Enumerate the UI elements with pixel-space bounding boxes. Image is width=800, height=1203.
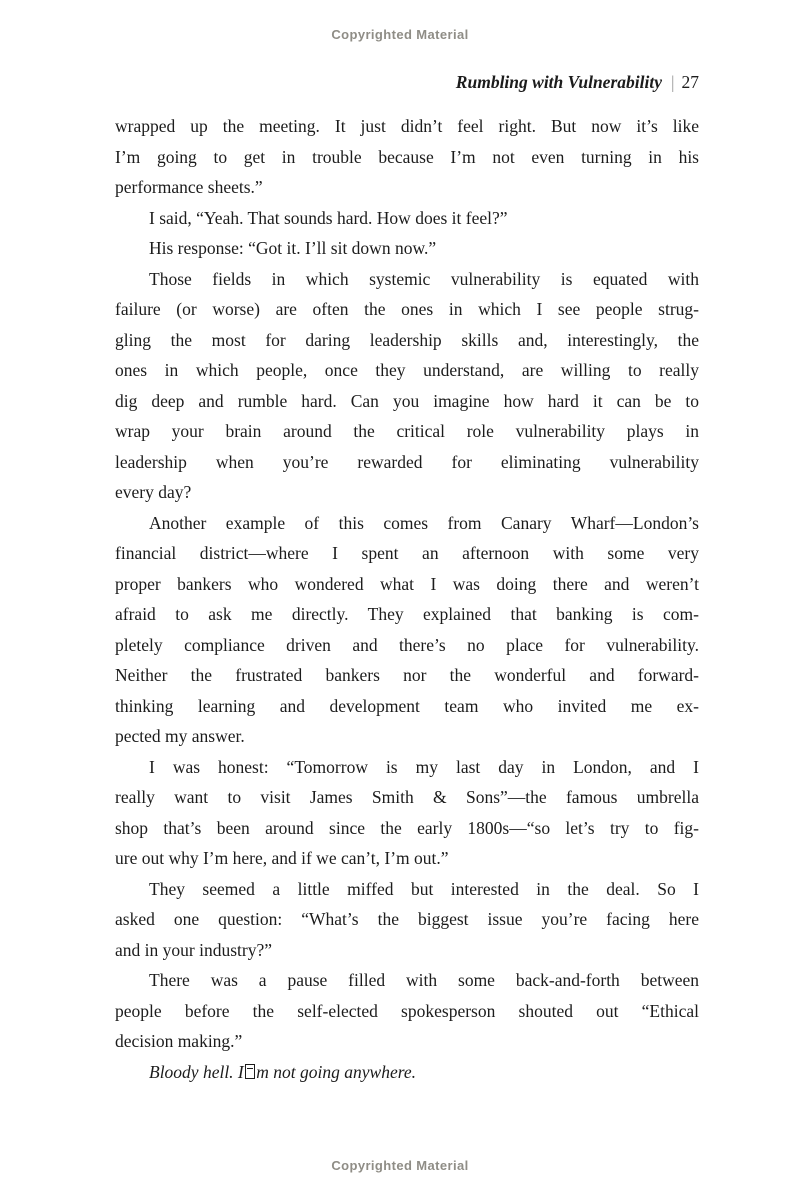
text-line: gling the most for daring leadership skills and, interestingly, the	[115, 329, 699, 350]
paragraph	[115, 203, 699, 234]
text-line: Another example of this comes from Canary Wharf—London’s	[149, 512, 699, 533]
text-line: proper bankers who wondered what I was doing there and weren’t	[115, 573, 699, 594]
text-segment: m not going anywhere.	[256, 1061, 417, 1082]
paragraph	[115, 508, 699, 752]
text-line: leadership when you’re rewarded for eliminating vulnerability	[115, 451, 699, 472]
text-line: people before the self-elected spokesperson shouted out “Ethical	[115, 1000, 699, 1021]
text-line: pected my answer.	[115, 726, 245, 746]
paragraph	[115, 1057, 699, 1088]
text-line: afraid to ask me directly. They explained that banking is com-	[115, 604, 699, 624]
paragraph	[115, 752, 699, 874]
paragraph	[115, 111, 699, 203]
text-line: every day?	[115, 482, 192, 502]
text-line: They seemed a little miffed but interested in the deal. So I	[149, 878, 699, 899]
text-line: financial district—where I spent an afternoon with some very	[115, 543, 699, 563]
text-line: and in your industry?”	[115, 939, 272, 960]
text-line: really want to visit James Smith & Sons”—the famous umbrella	[115, 787, 699, 807]
text-line: Neither the frustrated bankers nor the wonderful and forward-	[115, 665, 699, 685]
page-body	[115, 111, 699, 1087]
missing-glyph-box	[245, 1064, 256, 1078]
chapter-title: Rumbling with Vulnerability	[455, 72, 662, 92]
text-line: wrapped up the meeting. It just didn’t feel right. But now it’s like	[115, 116, 699, 136]
copyright-notice-top: Copyrighted Material	[331, 27, 469, 42]
text-line: shop that’s been around since the early 1800s—“so let’s try to fig-	[115, 817, 699, 838]
text-line: I’m going to get in trouble because I’m not even turning in his	[115, 146, 699, 167]
text-line: His response: “Got it. I’ll sit down now.”	[149, 238, 437, 258]
text-line: dig deep and rumble hard. Can you imagine how hard it can be to	[115, 390, 699, 411]
paragraph	[115, 965, 699, 1057]
paragraph	[115, 264, 699, 508]
text-line: pletely compliance driven and there’s no place for vulnerability.	[115, 634, 699, 655]
text-line: decision making.”	[115, 1031, 243, 1051]
copyright-notice-bottom: Copyrighted Material	[331, 1158, 469, 1173]
text-segment: Bloody hell. I	[149, 1061, 244, 1082]
text-line: There was a pause filled with some back-and-forth between	[149, 970, 699, 990]
text-line: ure out why I’m here, and if we can’t, I’m out.”	[115, 848, 449, 868]
running-header	[115, 72, 699, 93]
text-line: performance sheets.”	[115, 177, 263, 197]
text-line: ones in which people, once they understand, are willing to really	[115, 360, 699, 380]
text-line: thinking learning and development team who invited me ex-	[115, 695, 699, 716]
page-number: 27	[681, 72, 699, 92]
header-separator: |	[670, 72, 675, 92]
paragraph	[115, 233, 699, 264]
text-line: asked one question: “What’s the biggest issue you’re facing here	[115, 909, 699, 929]
paragraph	[115, 874, 699, 966]
text-line: I said, “Yeah. That sounds hard. How does it feel?”	[149, 207, 508, 228]
text-line	[115, 1057, 699, 1088]
text-line: failure (or worse) are often the ones in which I see people strug-	[115, 299, 699, 319]
text-line: I was honest: “Tomorrow is my last day in London, and I	[149, 756, 699, 777]
text-line: wrap your brain around the critical role vulnerability plays in	[115, 421, 699, 441]
text-line: Those fields in which systemic vulnerability is equated with	[149, 268, 699, 289]
